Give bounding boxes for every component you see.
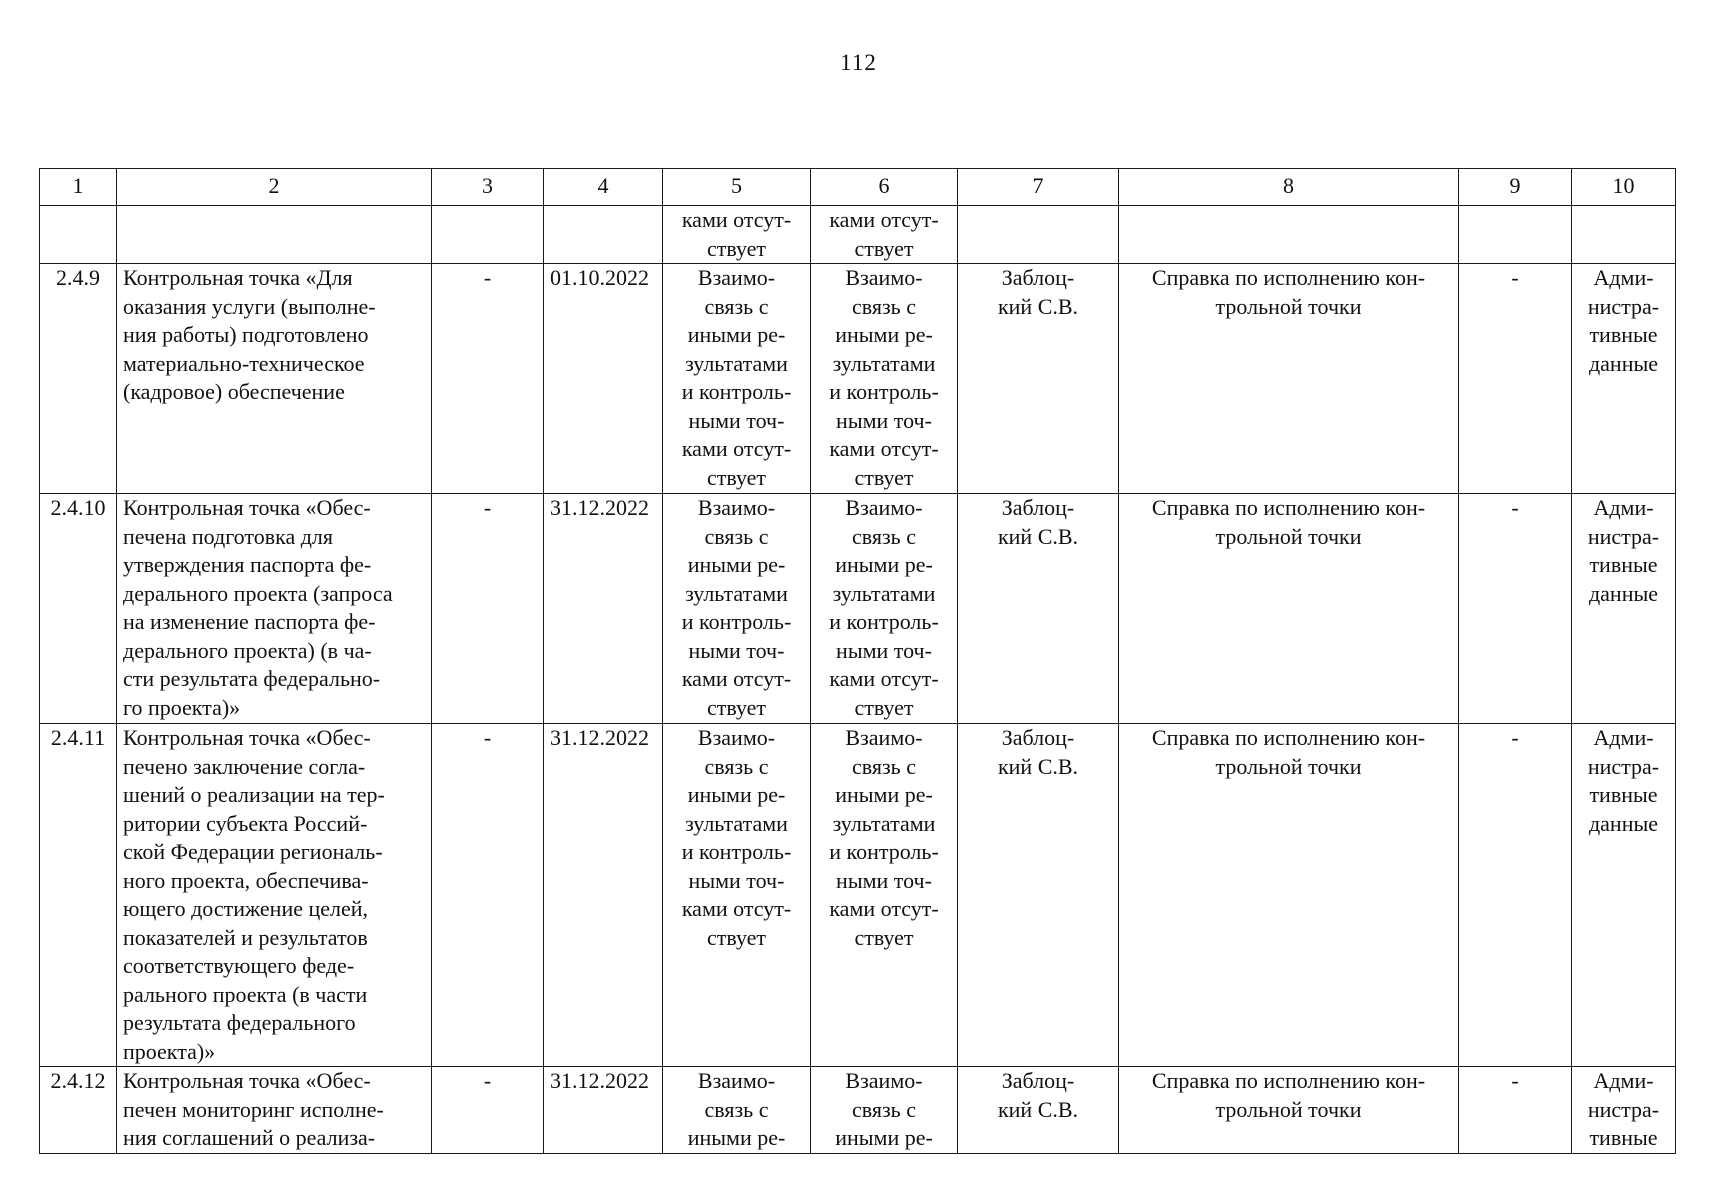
col3-value: - bbox=[432, 494, 544, 724]
control-point-name bbox=[117, 494, 432, 724]
header-cell: 4 bbox=[544, 169, 663, 206]
control-point-name-text: Контрольная точка «Для оказания услуги (выполне- ния работы) подготовлено материально-техническое (кадровое) обеспечение bbox=[123, 265, 376, 404]
linkage-cell bbox=[663, 494, 811, 724]
table-row bbox=[40, 264, 1676, 494]
empty-cell bbox=[117, 206, 432, 264]
linkage-text: Взаимо- связь с иными ре- bbox=[835, 1068, 933, 1150]
linkage-cell bbox=[811, 264, 958, 494]
linkage-text: Взаимо- связь с иными ре- зультатами и контроль- ными точ- ками отсут- ствует bbox=[681, 265, 792, 490]
page-number: 112 bbox=[840, 50, 877, 75]
source-cell bbox=[1572, 724, 1676, 1067]
source-text: Адми- нистра- тивные bbox=[1587, 1068, 1660, 1150]
row-number: 2.4.9 bbox=[40, 264, 117, 494]
col9-value: - bbox=[1459, 494, 1572, 724]
continuation-row bbox=[40, 206, 1676, 264]
linkage-text: Взаимо- связь с иными ре- зультатами и контроль- ными точ- ками отсут- ствует bbox=[829, 725, 939, 950]
source-cell bbox=[1572, 494, 1676, 724]
source-text: Адми- нистра- тивные данные bbox=[1587, 495, 1660, 606]
empty-cell bbox=[1119, 206, 1459, 264]
responsible-text: Заблоц- кий С.В. bbox=[997, 725, 1079, 779]
linkage-cell bbox=[663, 264, 811, 494]
control-point-name bbox=[117, 724, 432, 1067]
linkage-cell bbox=[663, 1067, 811, 1154]
empty-cell bbox=[958, 206, 1119, 264]
control-point-name bbox=[117, 1067, 432, 1154]
col3-value: - bbox=[432, 724, 544, 1067]
header-cell: 5 bbox=[663, 169, 811, 206]
linkage-text: Взаимо- связь с иными ре- зультатами и контроль- ными точ- ками отсут- ствует bbox=[829, 495, 939, 720]
col9-value: - bbox=[1459, 1067, 1572, 1154]
responsible-text: Заблоц- кий С.В. bbox=[997, 495, 1079, 549]
responsible-cell bbox=[958, 494, 1119, 724]
due-date: 31.12.2022 bbox=[544, 1067, 663, 1154]
source-cell bbox=[1572, 264, 1676, 494]
control-points-table bbox=[39, 168, 1676, 1154]
row-number: 2.4.12 bbox=[40, 1067, 117, 1154]
source-text: Адми- нистра- тивные данные bbox=[1587, 725, 1660, 836]
document-text: Справка по исполнению кон- трольной точки bbox=[1151, 1068, 1426, 1122]
col3-value: - bbox=[432, 1067, 544, 1154]
document-text: Справка по исполнению кон- трольной точки bbox=[1151, 725, 1426, 779]
header-cell: 8 bbox=[1119, 169, 1459, 206]
responsible-cell bbox=[958, 724, 1119, 1067]
header-cell: 7 bbox=[958, 169, 1119, 206]
col3-value: - bbox=[432, 264, 544, 494]
header-cell: 1 bbox=[40, 169, 117, 206]
responsible-text: Заблоц- кий С.В. bbox=[997, 1068, 1079, 1122]
responsible-cell bbox=[958, 264, 1119, 494]
header-cell: 9 bbox=[1459, 169, 1572, 206]
source-text: Адми- нистра- тивные данные bbox=[1587, 265, 1660, 376]
empty-cell bbox=[1459, 206, 1572, 264]
linkage-text: ками отсут- ствует bbox=[829, 207, 939, 261]
row-number: 2.4.10 bbox=[40, 494, 117, 724]
empty-cell bbox=[1572, 206, 1676, 264]
header-cell: 2 bbox=[117, 169, 432, 206]
source-cell bbox=[1572, 1067, 1676, 1154]
responsible-cell bbox=[958, 1067, 1119, 1154]
table-row bbox=[40, 494, 1676, 724]
empty-cell bbox=[40, 206, 117, 264]
due-date: 31.12.2022 bbox=[544, 494, 663, 724]
linkage-cell bbox=[663, 724, 811, 1067]
linkage-text: Взаимо- связь с иными ре- зультатами и контроль- ными точ- ками отсут- ствует bbox=[829, 265, 939, 490]
row-number: 2.4.11 bbox=[40, 724, 117, 1067]
header-cell: 10 bbox=[1572, 169, 1676, 206]
empty-cell bbox=[544, 206, 663, 264]
document-text: Справка по исполнению кон- трольной точки bbox=[1151, 495, 1426, 549]
control-point-name-text: Контрольная точка «Обес- печена подготовка для утверждения паспорта фе- дерального проекта (запроса на изменение паспорта фе- дерального проекта) (в ча- сти результата федерально- го проекта)» bbox=[123, 495, 393, 720]
linkage-cell bbox=[811, 1067, 958, 1154]
table-row bbox=[40, 724, 1676, 1067]
control-point-name bbox=[117, 264, 432, 494]
linkage-text: Взаимо- связь с иными ре- зультатами и контроль- ными точ- ками отсут- ствует bbox=[681, 495, 792, 720]
document-cell bbox=[1119, 724, 1459, 1067]
col9-value: - bbox=[1459, 724, 1572, 1067]
linkage-cell bbox=[811, 206, 958, 264]
linkage-text: Взаимо- связь с иными ре- зультатами и контроль- ными точ- ками отсут- ствует bbox=[681, 725, 792, 950]
header-cell: 3 bbox=[432, 169, 544, 206]
control-point-name-text: Контрольная точка «Обес- печен мониторинг исполне- ния соглашений о реализа- bbox=[123, 1068, 384, 1150]
linkage-text: Взаимо- связь с иными ре- bbox=[687, 1068, 786, 1150]
linkage-cell bbox=[811, 494, 958, 724]
due-date: 31.12.2022 bbox=[544, 724, 663, 1067]
responsible-text: Заблоц- кий С.В. bbox=[997, 265, 1079, 319]
col9-value: - bbox=[1459, 264, 1572, 494]
linkage-text: ками отсут- ствует bbox=[681, 207, 792, 261]
empty-cell bbox=[432, 206, 544, 264]
document-cell bbox=[1119, 1067, 1459, 1154]
control-point-name-text: Контрольная точка «Обес- печено заключение согла- шений о реализации на тер- ритории субъекта Россий- ской Федерации региональ- ного проекта, обеспечива- ющего достижение целей, показателей и результатов соответствующего феде- рального проекта (в части результата федерального проекта)» bbox=[123, 725, 385, 1064]
linkage-cell bbox=[663, 206, 811, 264]
document-text: Справка по исполнению кон- трольной точки bbox=[1151, 265, 1426, 319]
table-header-row bbox=[40, 169, 1676, 206]
document-cell bbox=[1119, 264, 1459, 494]
document-cell bbox=[1119, 494, 1459, 724]
table-row bbox=[40, 1067, 1676, 1154]
due-date: 01.10.2022 bbox=[544, 264, 663, 494]
linkage-cell bbox=[811, 724, 958, 1067]
header-cell: 6 bbox=[811, 169, 958, 206]
